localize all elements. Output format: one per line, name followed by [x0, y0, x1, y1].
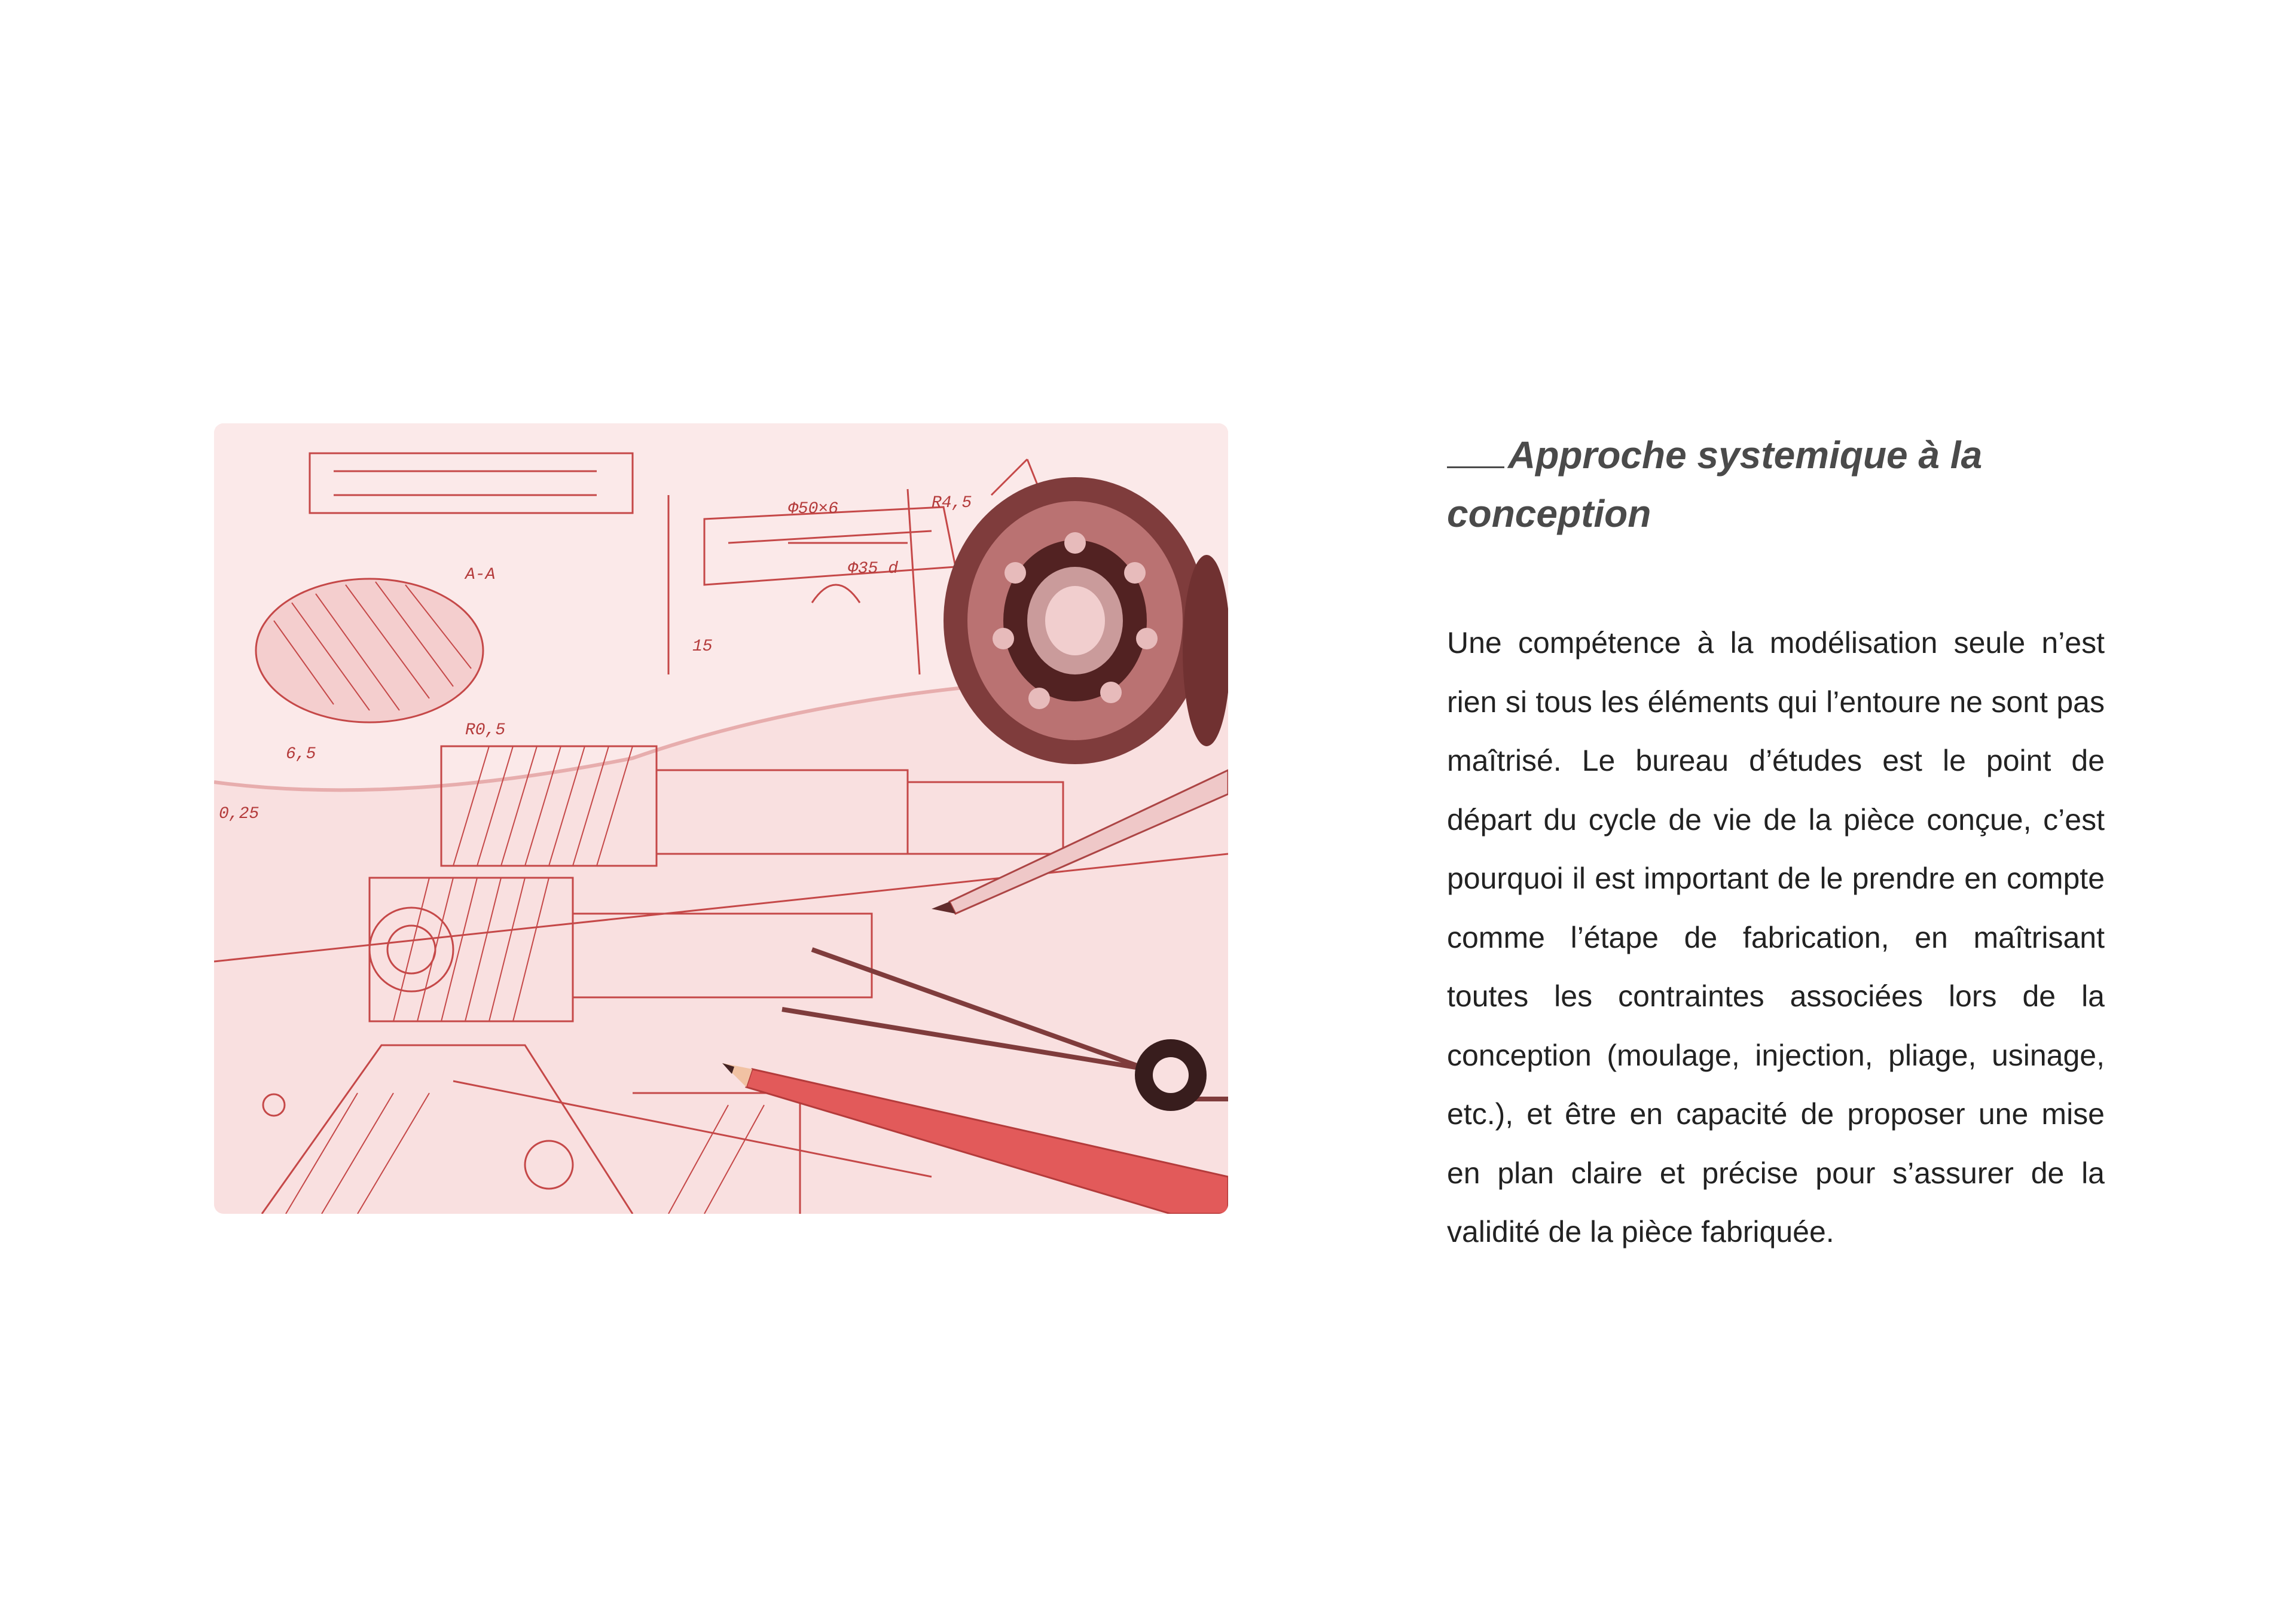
technical-drawing-image: [214, 423, 1228, 1214]
drawing-label-diameter-50: Φ50×6: [788, 500, 839, 518]
drawing-label-diameter-35: Φ35 d: [848, 560, 899, 578]
blueprint-illustration: [214, 423, 1228, 1214]
drawing-label-15: 15: [692, 637, 713, 656]
drawing-label-6-5: 6,5: [286, 745, 316, 764]
section-heading: [1447, 426, 2105, 543]
drawing-label-radius-4-5: R4,5: [932, 494, 972, 512]
drawing-label-section: A-A: [465, 566, 496, 584]
heading-title: Approche systemique à la conception: [1447, 434, 1983, 535]
text-block: [1447, 426, 2105, 1262]
drawing-label-radius-0-5: R0,5: [465, 721, 506, 740]
body-paragraph: Une compétence à la modélisation seule n’est rien si tous les éléments qui l’entoure ne sont pas maîtrisé. Le bureau d’études est le point de départ du cycle de vie de la pièce conçue, c’est pourquoi il est important de le prendre en compte comme l’étape de fabrication, en maîtrisant toutes les contraintes associées lors de la conception (moulage, injection, pliage, usinage, etc.), et être en capacité de proposer une mise en plan claire et précise pour s’assurer de la validité de la pièce fabriquée.: [1447, 626, 2105, 1248]
drawing-label-0-25: 0,25: [219, 805, 259, 823]
heading-rule: [1447, 466, 1504, 468]
